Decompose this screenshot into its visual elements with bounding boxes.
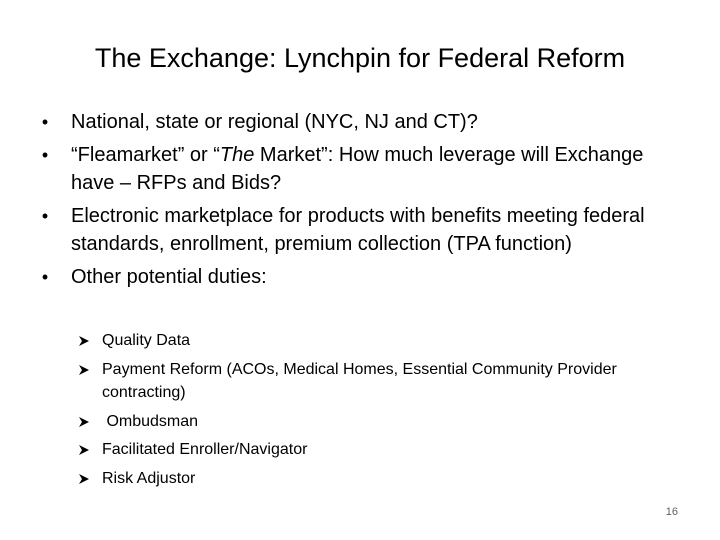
sub-bullet-item bbox=[78, 467, 638, 491]
bullet-item bbox=[38, 263, 658, 292]
sub-bullet-text: Payment Reform (ACOs, Medical Homes, Essential Community Provider contracting) bbox=[102, 360, 617, 401]
bullet-text: Electronic marketplace for products with benefits meeting federal standards, enrollment, premium collection (TPA function) bbox=[71, 204, 645, 255]
sub-bullet-item bbox=[78, 410, 638, 434]
bullet-dot-icon: • bbox=[41, 266, 49, 287]
page-number: 16 bbox=[665, 506, 678, 518]
sub-bullet-item bbox=[78, 358, 638, 405]
bullet-item bbox=[38, 141, 658, 198]
sub-bullet-list bbox=[78, 329, 638, 495]
bullet-dot-icon: • bbox=[41, 205, 49, 226]
sub-bullet-item bbox=[78, 329, 638, 353]
bullet-text: Other potential duties: bbox=[71, 265, 267, 288]
bullet-item bbox=[38, 108, 658, 137]
sub-bullet-text: Facilitated Enroller/Navigator bbox=[102, 441, 308, 458]
sub-bullet-text: Risk Adjustor bbox=[102, 469, 196, 487]
bullet-dot-icon: • bbox=[41, 112, 49, 132]
bullet-list bbox=[38, 108, 658, 294]
sub-bullet-item bbox=[78, 438, 638, 462]
emphasis-text: The bbox=[219, 143, 255, 166]
bullet-text: National, state or regional (NYC, NJ and CT)? bbox=[71, 111, 478, 133]
bullet-text-part: “Fleamarket” or “The Market”: How much leverage will Exchange have – RFPs and Bids? bbox=[71, 143, 644, 194]
bullet-text bbox=[71, 141, 658, 198]
sub-bullet-text: Ombudsman bbox=[102, 412, 199, 430]
sub-bullet-text: Quality Data bbox=[102, 332, 191, 349]
bullet-item bbox=[38, 202, 658, 259]
slide-title: The Exchange: Lynchpin for Federal Reform bbox=[94, 43, 626, 73]
arrowhead-icon bbox=[78, 438, 94, 456]
bullet-dot-icon: • bbox=[41, 144, 49, 165]
arrowhead-icon bbox=[78, 329, 94, 347]
arrowhead-icon bbox=[78, 467, 94, 485]
arrowhead-icon bbox=[78, 358, 94, 376]
arrowhead-icon bbox=[78, 410, 94, 428]
